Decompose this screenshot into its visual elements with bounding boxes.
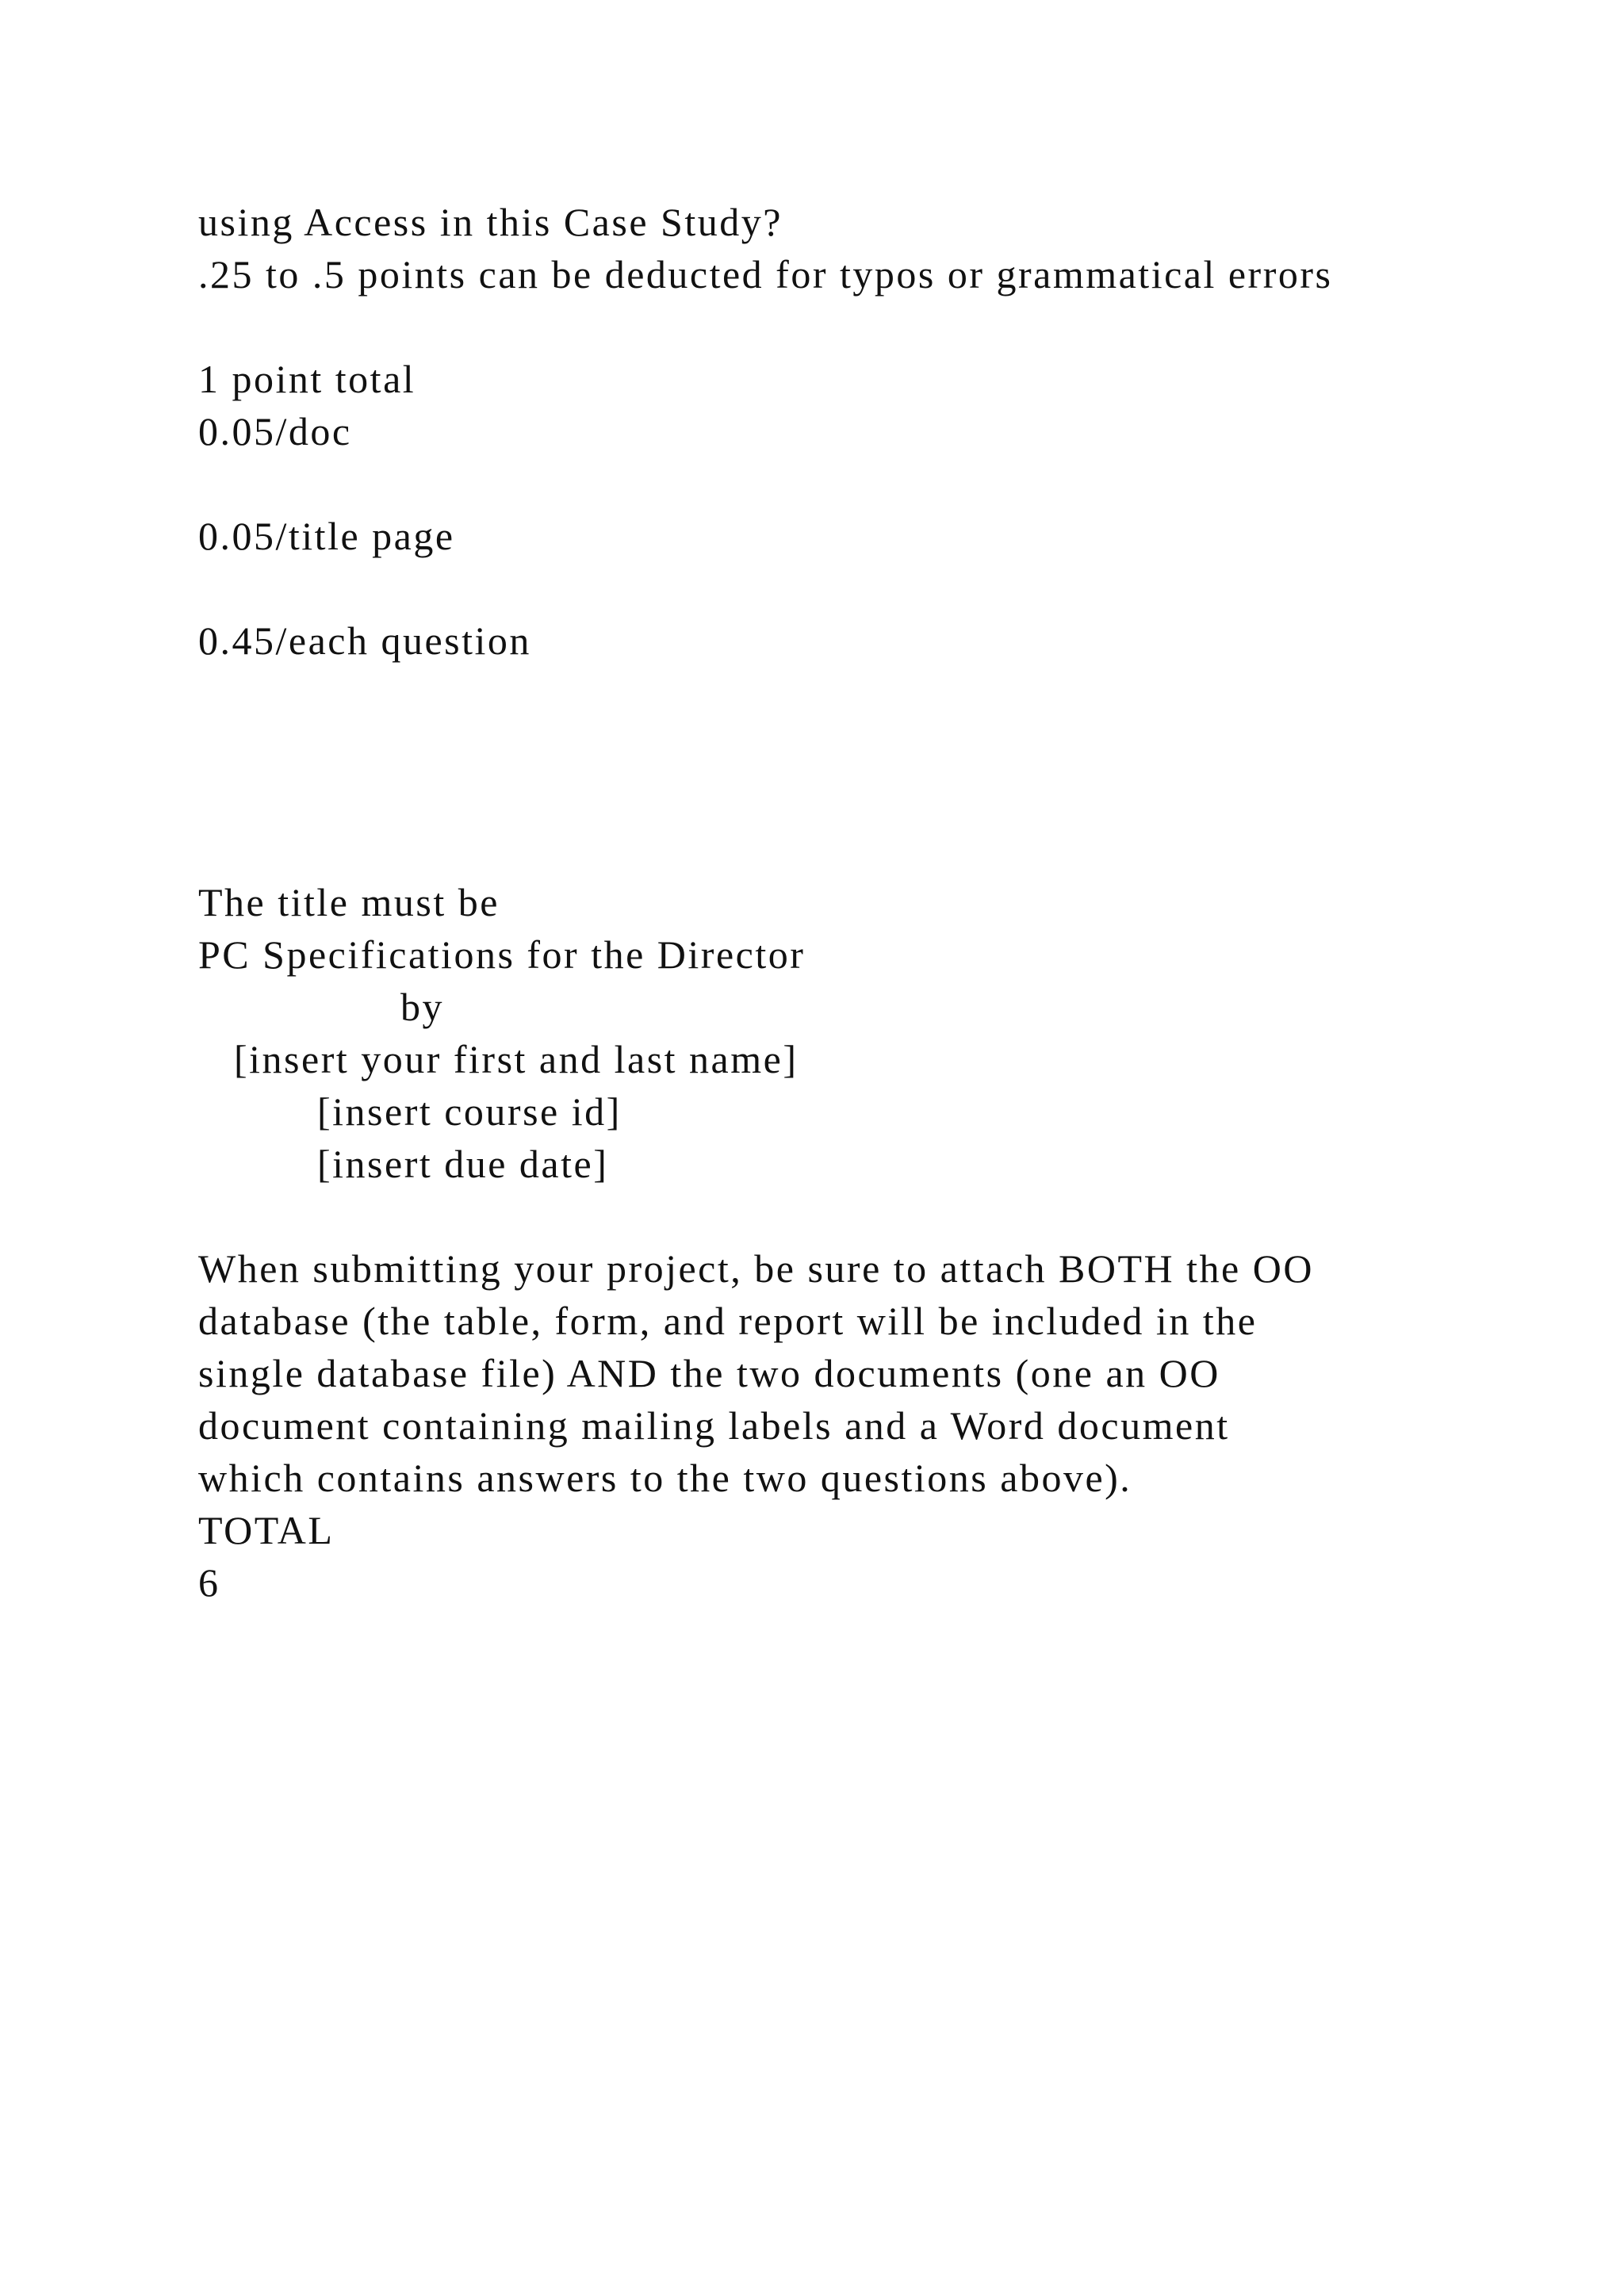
- text-line: PC Specifications for the Director: [198, 932, 806, 977]
- text-line: database (the table, form, and report will be included in the: [198, 1299, 1258, 1343]
- text-line: 6: [198, 1560, 220, 1605]
- text-line: 0.45/each question: [198, 618, 531, 663]
- text-line: 0.05/doc: [198, 409, 352, 453]
- text-line: [insert your first and last name]: [198, 1037, 799, 1081]
- text-line: which contains answers to the two questions above).: [198, 1456, 1132, 1500]
- text-line: 0.05/title page: [198, 514, 455, 558]
- text-line: The title must be: [198, 880, 500, 924]
- text-line: [insert course id]: [198, 1089, 622, 1134]
- text-line: document containing mailing labels and a Word document: [198, 1403, 1230, 1448]
- text-line: by: [198, 985, 444, 1029]
- text-line: single database file) AND the two documents (one an OO: [198, 1351, 1220, 1395]
- text-line: TOTAL: [198, 1508, 335, 1552]
- text-line: using Access in this Case Study?: [198, 200, 783, 244]
- text-line: [insert due date]: [198, 1142, 609, 1186]
- text-line: When submitting your project, be sure to attach BOTH the OO: [198, 1246, 1314, 1291]
- text-line: 1 point total: [198, 357, 416, 401]
- text-line: .25 to .5 points can be deducted for typos or grammatical errors: [198, 252, 1333, 297]
